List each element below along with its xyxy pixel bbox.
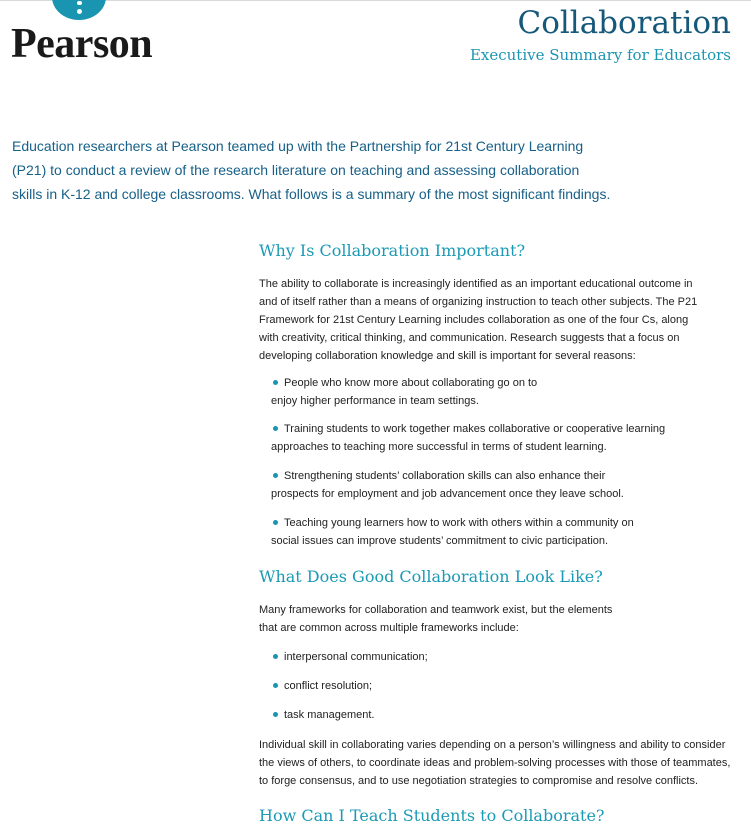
list-item: Teaching young learners how to work with others within a community on social issues can improve students’ commitment to civic participation.	[271, 517, 634, 547]
page-title: Collaboration	[517, 5, 731, 41]
section-closing-what: Individual skill in collaborating varies depending on a person’s willingness and ability to consider the views of others, to coordinate ideas and problem-solving processes with those of teammates, to forge consensus, and to use negotiation strategies to compromise and resolve conflicts.	[259, 739, 731, 787]
list-item: Training students to work together makes collaborative or cooperative learning approaches to teaching more successful in terms of student learning.	[271, 423, 666, 453]
bullet-dot-icon	[273, 426, 278, 431]
bullet-dot-icon	[273, 683, 278, 688]
section-paragraph-why: The ability to collaborate is increasingly identified as an important educational outcome in and of itself rather than a means of organizing instruction to teach other subjects. The P21 Framework for 21st Century Learning includes collaboration as one of the four Cs, along with creativity, critical thinking, and communication. Research suggests that a focus on developing collaboration knowledge and skill is important for several reasons:	[259, 278, 698, 362]
bullet-dot-icon	[273, 520, 278, 525]
list-item: task management.	[271, 706, 731, 724]
bullet-dot-icon	[273, 712, 278, 717]
section-heading-how: How Can I Teach Students to Collaborate?	[259, 806, 605, 825]
page-subtitle: Executive Summary for Educators	[469, 46, 731, 64]
intro-paragraph: Education researchers at Pearson teamed up with the Partnership for 21st Century Learning (P21) to conduct a review of the research literature on teaching and assessing collaboration skills in K-12 and college classrooms. What follows is a summary of the most significant findings.	[12, 138, 611, 202]
top-divider	[0, 0, 751, 1]
section-paragraph-what: Many frameworks for collaboration and teamwork exist, but the elements that are common across multiple frameworks include:	[259, 604, 613, 634]
pearson-logo-text: Pearson	[11, 21, 153, 67]
bullet-dot-icon	[273, 380, 278, 385]
bullet-dot-icon	[273, 654, 278, 659]
list-item: People who know more about collaborating go on to enjoy higher performance in team settings.	[271, 377, 538, 407]
list-item: interpersonal communication;	[271, 648, 731, 666]
section-heading-why: Why Is Collaboration Important?	[259, 241, 526, 260]
list-item: Strengthening students’ collaboration skills can also enhance their prospects for employment and job advancement once they leave school.	[271, 470, 624, 500]
section-heading-what: What Does Good Collaboration Look Like?	[259, 567, 603, 586]
list-item: conflict resolution;	[271, 677, 731, 695]
pearson-logo-icon	[52, 0, 106, 20]
bullet-dot-icon	[273, 473, 278, 478]
